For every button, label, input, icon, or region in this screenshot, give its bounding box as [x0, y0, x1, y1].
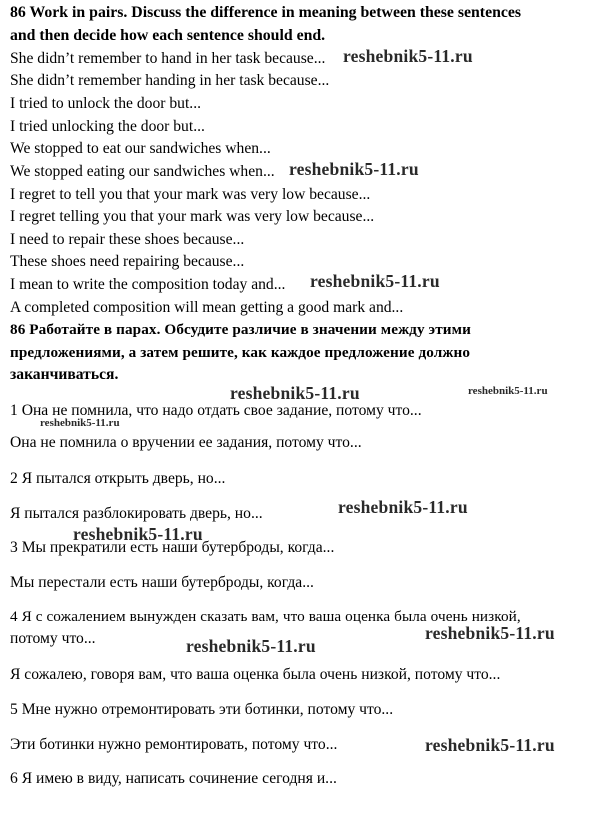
sentence-en: These shoes need repairing because... — [10, 253, 245, 270]
heading-en-line2: and then decide how each sentence should end. — [10, 27, 326, 44]
sentence-en: I tried to unlock the door but... — [10, 95, 201, 112]
sentence-ru: 6 Я имею в виду, написать сочинение сегодня и... — [10, 770, 337, 787]
watermark: reshebnik5-11.ru — [73, 524, 203, 544]
watermark: reshebnik5-11.ru — [425, 623, 555, 643]
watermark: reshebnik5-11.ru — [343, 46, 473, 66]
sentence-ru: Я пытался разблокировать дверь, но... — [10, 505, 263, 522]
sentence-en: A completed composition will mean getting a good mark and... — [10, 299, 404, 316]
watermark: reshebnik5-11.ru — [338, 497, 468, 517]
watermark: reshebnik5-11.ru — [425, 735, 555, 755]
sentence-ru: 2 Я пытался открыть дверь, но... — [10, 470, 226, 487]
sentence-ru: потому что... — [10, 630, 96, 647]
heading-ru-line1: 86 Работайте в парах. Обсудите различие в значении между этими — [10, 321, 471, 338]
sentence-en: We stopped eating our sandwiches when... — [10, 163, 275, 180]
sentence-en: I regret telling you that your mark was very low because... — [10, 208, 375, 225]
sentence-ru: Я сожалею, говоря вам, что ваша оценка была очень низкой, потому что... — [10, 666, 501, 683]
sentence-ru: Мы перестали есть наши бутерброды, когда... — [10, 574, 314, 591]
sentence-ru: 4 Я с сожалением вынужден сказать вам, что ваша оценка была очень низкой, — [10, 608, 521, 625]
sentence-ru: 5 Мне нужно отремонтировать эти ботинки, потому что... — [10, 701, 394, 718]
sentence-en: I regret to tell you that your mark was very low because... — [10, 186, 371, 203]
sentence-en: We stopped to eat our sandwiches when... — [10, 140, 271, 157]
watermark: reshebnik5-11.ru — [289, 159, 419, 179]
watermark: reshebnik5-11.ru — [40, 417, 120, 429]
sentence-en: I need to repair these shoes because... — [10, 231, 245, 248]
heading-ru-line2: предложениями, а затем решите, как каждое предложение должно — [10, 344, 471, 361]
sentence-en: I mean to write the composition today and... — [10, 276, 286, 293]
sentence-ru: 3 Мы прекратили есть наши бутерброды, когда... — [10, 539, 335, 556]
sentence-en: She didn’t remember to hand in her task because... — [10, 50, 326, 67]
watermark: reshebnik5-11.ru — [230, 383, 360, 403]
watermark: reshebnik5-11.ru — [310, 271, 440, 291]
watermark: reshebnik5-11.ru — [468, 385, 548, 397]
sentence-ru: Она не помнила о вручении ее задания, потому что... — [10, 434, 362, 451]
sentence-en: She didn’t remember handing in her task because... — [10, 72, 330, 89]
heading-ru-line3: заканчиваться. — [10, 366, 119, 383]
sentence-en: I tried unlocking the door but... — [10, 118, 205, 135]
heading-en-line1: 86 Work in pairs. Discuss the difference in meaning between these sentences — [10, 4, 522, 21]
watermark: reshebnik5-11.ru — [186, 636, 316, 656]
sentence-ru: 1 Она не помнила, что надо отдать свое задание, потому что... — [10, 402, 422, 419]
sentence-ru: Эти ботинки нужно ремонтировать, потому что... — [10, 736, 338, 753]
